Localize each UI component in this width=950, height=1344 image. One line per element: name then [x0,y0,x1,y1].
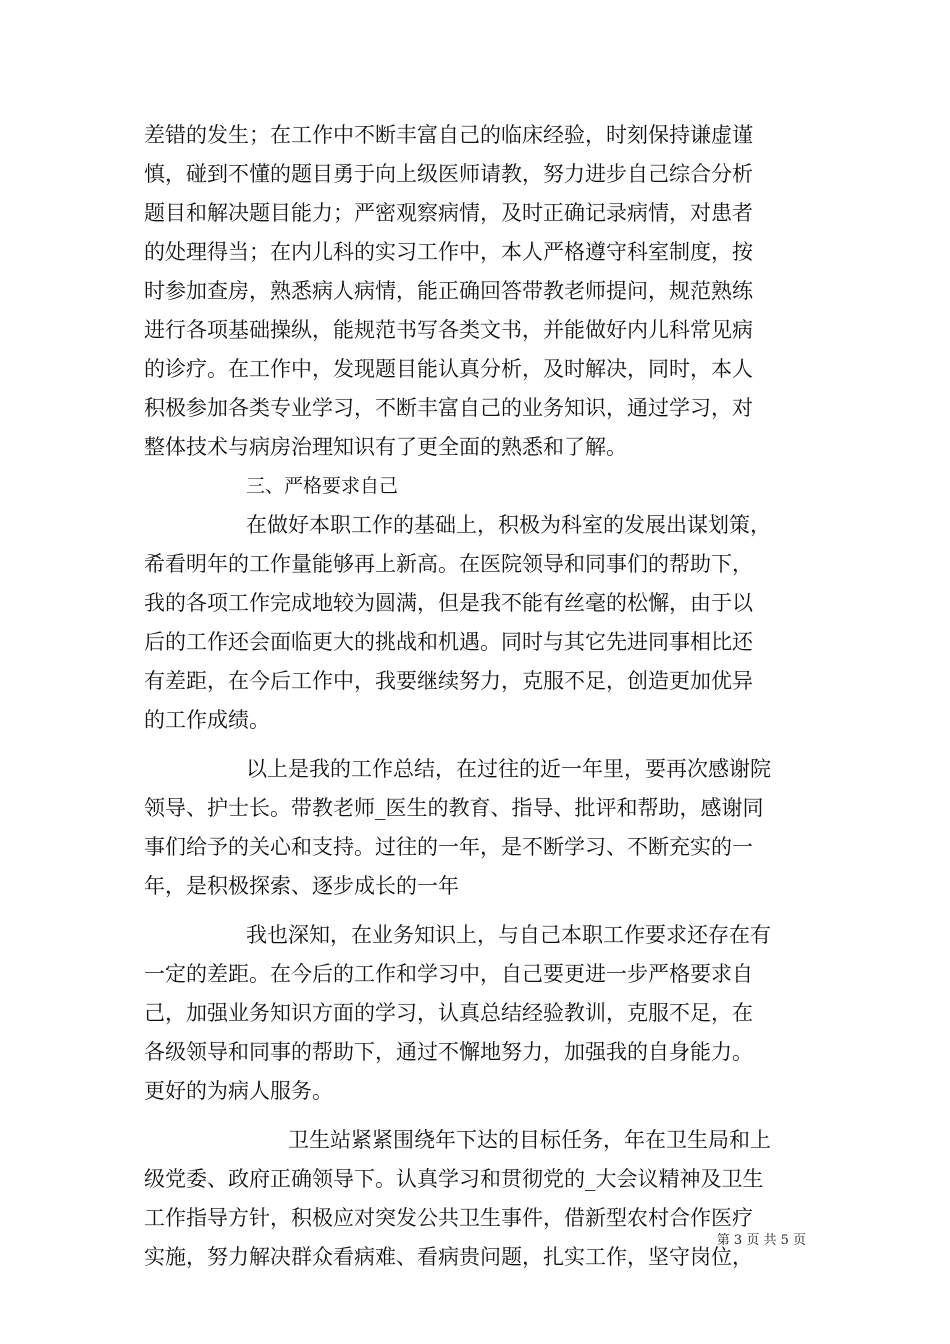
text-line: 工作指导方针，积极应对突发公共卫生事件，借新型农村合作医疗 [144,1206,753,1230]
text-line: 慎，碰到不懂的题目勇于向上级医师请教，努力进步自己综合分析 [144,162,753,186]
text-line: 的处理得当；在内儿科的实习工作中，本人严格遵守科室制度，按 [144,240,753,264]
text-line: 以上是我的工作总结，在过往的近一年里，要再次感谢院 [246,757,771,781]
text-line: 实施，努力解决群众看病难、看病贵问题，扎实工作，坚守岗位， [144,1245,753,1269]
text-line: 各级领导和同事的帮助下，通过不懈地努力，加强我的自身能力。 [144,1040,753,1064]
text-line: 时参加查房，熟悉病人病情，能正确回答带教老师提问，规范熟练 [144,279,753,303]
text-line: 级党委、政府正确领导下。认真学习和贯彻党的_大会议精神及卫生 [144,1167,764,1191]
text-line: 积极参加各类专业学习，不断丰富自己的业务知识，通过学习，对 [144,396,753,420]
text-line: 一定的差距。在今后的工作和学习中，自己要更进一步严格要求自 [144,962,753,986]
text-line: 整体技术与病房治理知识有了更全面的熟悉和了解。 [144,435,627,459]
section-heading: 三、严格要求自己 [246,475,399,497]
text-line: 有差距，在今后工作中，我要继续努力，克服不足，创造更加优异 [144,669,753,693]
text-line: 事们给予的关心和支持。过往的一年，是不断学习、不断充实的一 [144,835,753,859]
text-line: 希看明年的工作量能够再上新高。在医院领导和同事们的帮助下， [144,552,753,576]
text-line: 更好的为病人服务。 [144,1079,333,1103]
text-line: 卫生站紧紧围绕年下达的目标任务，年在卫生局和上 [288,1128,771,1152]
text-line: 题目和解决题目能力；严密观察病情，及时正确记录病情，对患者 [144,201,753,225]
text-line: 的工作成绩。 [144,708,270,732]
text-line: 在做好本职工作的基础上，积极为科室的发展出谋划策， [246,513,771,537]
page-number: 第 3 页 共 5 页 [716,1233,806,1248]
text-line: 年，是积极探索、逐步成长的一年 [144,874,459,898]
text-line: 己，加强业务知识方面的学习，认真总结经验教训，克服不足，在 [144,1001,753,1025]
text-line: 进行各项基础操纵，能规范书写各类文书，并能做好内儿科常见病 [144,318,753,342]
text-line: 我也深知，在业务知识上，与自己本职工作要求还存在有 [246,923,771,947]
text-line: 我的各项工作完成地较为圆满，但是我不能有丝毫的松懈，由于以 [144,591,753,615]
text-line: 差错的发生；在工作中不断丰富自己的临床经验，时刻保持谦虚谨 [144,123,753,147]
text-line: 的诊疗。在工作中，发现题目能认真分析，及时解决，同时，本人 [144,357,753,381]
text-line: 后的工作还会面临更大的挑战和机遇。同时与其它先进同事相比还 [144,630,753,654]
text-line: 领导、护士长。带教老师_医生的教育、指导、批评和帮助，感谢同 [144,796,764,820]
